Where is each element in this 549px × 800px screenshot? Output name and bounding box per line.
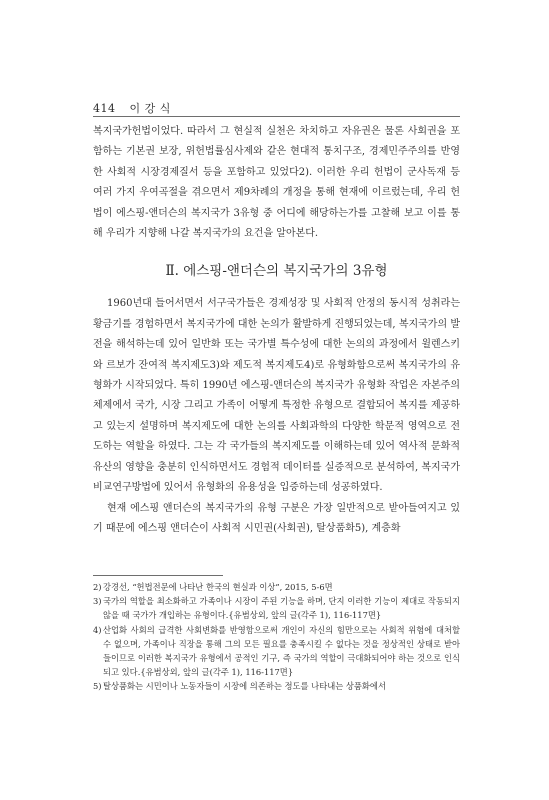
- body-text: [93, 122, 460, 539]
- paragraph-2: 1960년대 들어서면서 서구국가들은 경제성장 및 사회적 안정의 동시적 성취라는 황금기를 경험하면서 복지국가에 대한 논의가 활발하게 진행되었는데, 복지국가의 발전을 해석하는데 있어 일반화 또는 국가별 특수성에 대한 논의의 과정에서 윌렌스키와 르보가 잔여적 복지제도3)와 제도적 복지제도4)로 유형화함으로써 복지국가의 유형화가 시작되었다. 특히 1990년 에스핑-앤더슨의 복지국가 유형화 작업은 자본주의 체제에서 국가, 시장 그리고 가족이 어떻게 특정한 유형으로 결합되어 복지를 제공하고 있는지 설명하며 복지제도에 대한 논의를 사회과학의 다양한 학문적 영역으로 전도하는 역할을 하였다. 그는 각 국가들의 복지제도를 이해하는데 있어 역사적 문화적 유산의 영향을 충분히 인식하면서도 경험적 데이터를 실증적으로 분석하여, 복지국가 비교연구방법에 있어서 유형화의 유용성을 입증하는데 성공하였다.: [93, 298, 460, 494]
- footnote-number: 2): [93, 582, 102, 592]
- footnote-3: [93, 594, 460, 622]
- footnote-number: 5): [93, 681, 102, 692]
- running-author: 이 강 식: [129, 102, 171, 115]
- footnote-2: [93, 580, 460, 594]
- footnote-text: 국가의 역할을 최소화하고 가족이나 시장이 주된 기능을 하며, 단지 이러한 기능이 제대로 작동되지 않을 때 국가가 개입하는 유형이다.{유범상외, 앞의 글(각주 1), 116-117면}: [103, 596, 460, 621]
- footnote-rule: [93, 575, 223, 576]
- footnote-text: 강경선, “헌법전문에 나타난 한국의 현실과 이상”, 2015, 5-6면: [103, 582, 333, 592]
- footnote-text: 산업화 사회의 급격한 사회변화를 반영함으로써 개인이 자신의 힘만으로는 사회적 위험에 대처할 수 없으며, 가족이나 직장을 통해 그의 모든 필요를 충족시킬 수 없다는 것을 정상적인 상태로 받아들이므로 이러한 복지국가 유형에서 공적인 기구, 즉 국가의 역할이 극대화되어야 하는 것으로 인식되고 있다.{유범상외, 앞의 글(각주 1), 116-117면}: [103, 624, 460, 678]
- footnote-number: 4): [93, 624, 102, 635]
- section-heading: Ⅱ. 에스핑-앤더슨의 복지국가의 3유형: [165, 263, 388, 280]
- footnote-text: 탈상품화는 시민이나 노동자들이 시장에 의존하는 정도를 나타내는 상품화에서: [103, 681, 386, 692]
- footnotes: [93, 580, 460, 694]
- page-number: 414: [93, 102, 116, 115]
- running-header: [93, 100, 171, 116]
- paragraph-3: 현재 에스핑 앤더슨의 복지국가의 유형 구분은 가장 일반적으로 받아들여지고 있기 때문에 에스핑 앤더슨이 사회적 시민권(사회권), 탈상품화5), 계층화: [93, 502, 460, 534]
- footnote-number: 3): [93, 596, 102, 607]
- footnote-5: [93, 679, 460, 693]
- header-rule: [93, 116, 460, 117]
- paragraph-1: 복지국가헌법이었다. 따라서 그 현실적 실천은 차치하고 자유권은 물론 사회권을 포함하는 기본권 보장, 위헌법률심사제와 같은 현대적 통치구조, 경제민주주의를 반영한 사회적 시장경제질서 등을 포함하고 있었다2). 이러한 우리 헌법이 군사독재 등 여러 가지 우여곡절을 겪으면서 제9차례의 개정을 통해 현재에 이르렀는데, 우리 헌법이 에스핑-앤더슨의 복지국가 3유형 중 어디에 해당하는가를 고찰해 보고 이를 통해 우리가 지향해 나갈 복지국가의 요건을 알아본다.: [93, 126, 460, 240]
- footnote-4: [93, 623, 460, 680]
